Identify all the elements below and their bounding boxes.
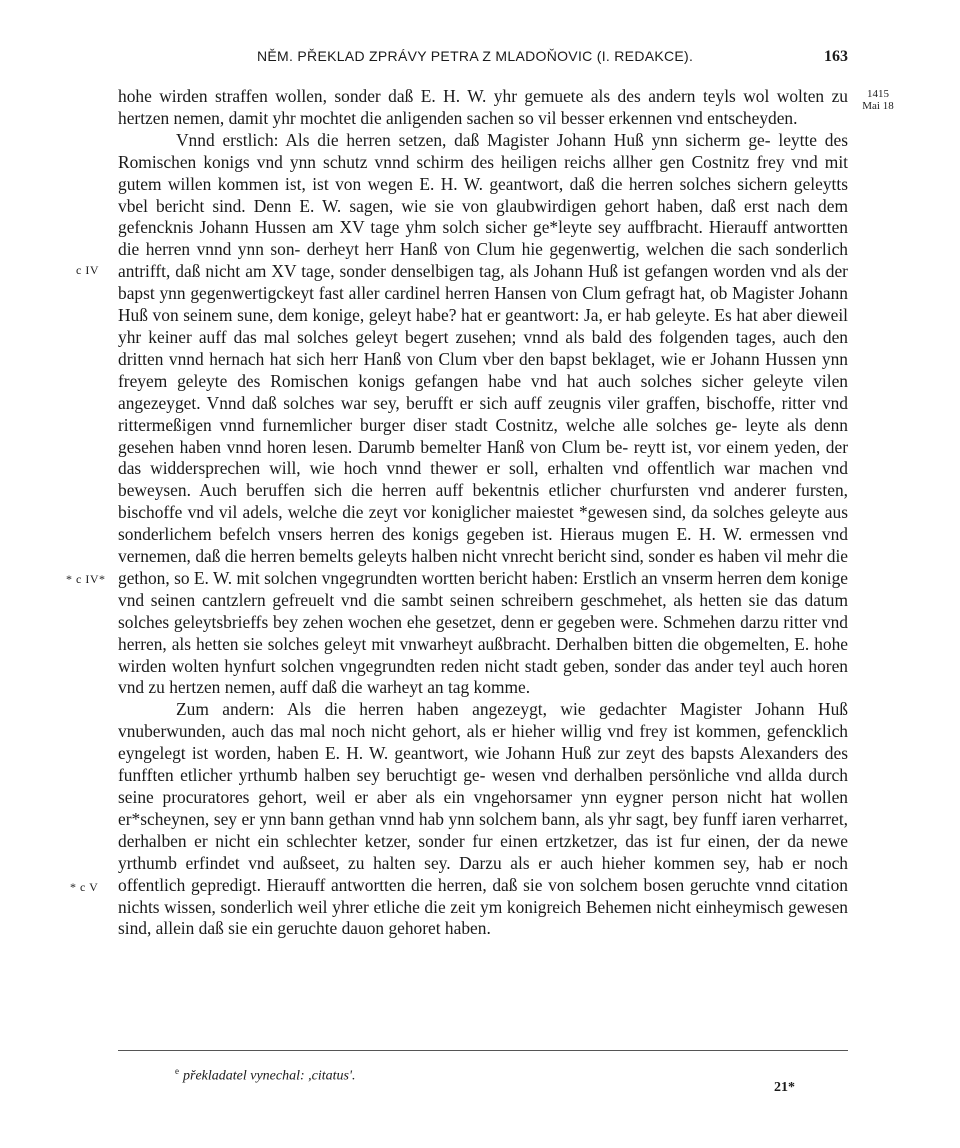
- text-line: er noch offentlich gepredigt. Hierauff antwortten die herren, daß sie von solchem bosen: [118, 852, 848, 895]
- text-line: zur zeyt des bapsts Alexanders des funfften etlicher yrthumb halben sey beruchtigt ge-: [118, 743, 848, 786]
- text-line: gethan vnnd hab ynn solchem bann, als yhr sagt, bey funff iaren verharret, derhalben: [118, 808, 848, 851]
- text-line: erhalten vnd offentlich war machen vnd beweysen. Auch beruffen sich die herren auff: [118, 458, 848, 501]
- text-line: leyte als denn gesehen haben vnnd horen lesen. Darumb bemelter Hanß von Clum be-: [118, 414, 849, 457]
- text-line: mehr die gethon, so E. W. mit solchen vngegrundten wortten bericht haben: Erstlich: [118, 546, 848, 588]
- footnote-text: překladatel vynechal: ,citatus'.: [183, 1068, 356, 1084]
- text-line: wolten zu hertzen nemen, damit yhr mochtet die anligenden sachen so vil besser erkennen: [118, 86, 848, 128]
- text-line: solches geleyt mit vnwarheyt außbracht. Derhalben bitten die obgemelten, E. hohe wirden: [118, 633, 848, 676]
- text-line: Zum andern: Als die herren haben angezeygt, wie gedachter Magister Johann: [176, 699, 805, 720]
- marginal-folio-note: * c IV*: [66, 572, 106, 586]
- text-line: Ja, er hab geleyte. Es hat aber dieweil yhr keiner auff das mal solches geleyt begert: [118, 305, 848, 347]
- footnote-mark: e: [175, 1066, 179, 1076]
- paragraph: [118, 86, 848, 130]
- text-line: geruchte vnnd citation nichts wissen, sonderlich weil yhrer etliche die zeit ym konigreich: [118, 874, 848, 917]
- text-line: schreibern geschmehet, als hetten sie das datum solches geleytsbrieffs bey zehen wochen: [118, 589, 848, 632]
- text-line: kommen, gefencklich eyngelegt ist worden, haben E. H. W. geantwort, wie Johann Huß: [118, 721, 848, 764]
- footnote: [175, 1066, 356, 1085]
- body-text: [118, 86, 848, 940]
- text-line: ehe gesetzet, denn er gegeben were. Schmehen darzu ritter vnd herren, als hetten sie: [118, 611, 848, 654]
- text-line: Vnnd daß solches war sey, berufft er sich auff zeugnis viler graffen, bischoffe, ritter: [206, 392, 816, 413]
- text-line: Vnnd erstlich: Als die herren setzen, daß Magister Johann Huß ynn sicherm ge-: [176, 129, 771, 150]
- text-line: leytte des Romischen konigs vnd ynn schutz vnnd schirm des heiligen reichs allher gen: [118, 129, 848, 172]
- marginal-folio-note: * c V: [70, 880, 99, 894]
- text-line: der bapst ynn gegenwertigckeyt fast aller cardinel herren Hansen von Clum gefragt hat,: [118, 261, 848, 304]
- text-line: Huß vnuberwunden, auch das mal noch nicht gehort, als er hieher willig vnd frey ist: [118, 699, 848, 742]
- page-number: 163: [824, 48, 848, 65]
- text-line: vnsers herren des konigs gegeben ist. Hieraus mugen E. H. W. ermessen vnd vernemen,: [118, 524, 848, 567]
- text-line: als ein vngehorsamer ynn eygner person nicht hat wollen er*scheynen, sey er ynn bann: [118, 787, 848, 829]
- paragraph: [118, 130, 848, 700]
- text-line: yrthumb erfindet vnd außseet, zu halten sey. Darzu als er auch hieher kommen sey, hab: [118, 852, 784, 873]
- text-line: Costnitz frey vnd mit gutem willen kommen ist, ist von wegen E. H. W. geantwort, daß: [118, 151, 848, 194]
- text-line: zusehen; vnnd als bald des folgenden tages, auch den dritten vnnd hernach hat sich herr: [118, 326, 848, 369]
- text-line: glaubwirdigen gehort haben, daß erst nach dem gefencknis Johann Hussen am XV tage: [118, 195, 848, 238]
- text-line: bekentnis etlicher churfursten vnd anderer fursten, bischoffe vnd vil adels, welche die: [118, 480, 848, 523]
- text-line: wolten hynfurt solchen vngegrundten reden nicht stadt geben, sonder das ander teyl auch: [171, 655, 803, 676]
- footnote-rule: [118, 1050, 848, 1051]
- text-line: an vnserm herren dem konige vnd seinen cantzlern gefreuelt vnd die sambt seinen: [118, 567, 849, 610]
- text-line: wesen vnd derhalben persönliche vnd allda durch seine procuratores gehort, weil er aber: [118, 765, 848, 807]
- text-line: nicht am XV tage, sonder denselbigen tag, als Johann Huß ist gefangen worden vnd als: [205, 261, 821, 282]
- marginal-date: [858, 88, 898, 112]
- text-line: er nicht ein schlechter ketzer, sonder fur einen ertzketzer, das ist fur einen, der da newe: [194, 830, 848, 851]
- text-line: Behemen nicht einheymisch gewesen sind, allein daß sie ein geruchte dauon gehoret haben.: [118, 896, 848, 939]
- running-header: [118, 48, 848, 72]
- text-line: ob Magister Johann Huß von seinem sune, dem konige, geleyt habe? hat er geantwort:: [118, 283, 848, 326]
- marginal-folio-note: c IV: [76, 263, 99, 277]
- text-line: yhm solch sicher ge*leyte sey auffbracht. Hierauff antwortten die herren vnnd ynn son-: [118, 217, 848, 260]
- text-line: zeyt vor koniglicher maiestet *gewesen sind, da solches geleyte aus sonderlichem befelch: [118, 502, 848, 545]
- text-line: vnd entscheyden.: [676, 107, 798, 128]
- text-line: hohe wirden straffen wollen, sonder daß E. H. W. yhr gemuete als des andern teyls wol: [118, 86, 770, 106]
- text-line: daß die herren bemelts geleyts halben nicht vnrecht bericht sind, sonder es haben vil: [195, 546, 783, 567]
- text-line: vnd rittermeßigen vnnd furnemlicher burger diser stadt Costnitz, welche alle solches ge-: [118, 392, 848, 435]
- paragraph: [118, 699, 848, 940]
- text-line: Romischen konigs gefangen habe vnd hat auch solches sicher geleyte vilen angezeyget.: [118, 370, 848, 413]
- text-line: reytt ist, vor einem yeden, der das widdersprechen will, wie hoch vnnd thewer er soll,: [118, 436, 848, 479]
- text-line: horen vnd zu hertzen nemen, auff daß die warheyt an tag komme.: [118, 655, 848, 698]
- marginal-year: 1415: [867, 88, 889, 100]
- marginal-day: Mai 18: [862, 100, 894, 112]
- text-line: Hanß von Clum vber den bapst beklaget, wie er Johann Hussen ynn freyem geleyte des: [118, 348, 848, 391]
- header-title: NĚM. PŘEKLAD ZPRÁVY PETRA Z MLADOŇOVIC (I. REDAKCE).: [257, 48, 694, 64]
- text-line: derheyt herr Hanß von Clum hie gegenwertig, welchen die sach sonderlich antrifft, daß: [118, 239, 848, 282]
- text-line: die herren solches sichern geleytts vbel bericht sind. Denn E. W. sagen, wie sie von: [118, 173, 848, 216]
- signature-mark: 21*: [774, 1080, 795, 1095]
